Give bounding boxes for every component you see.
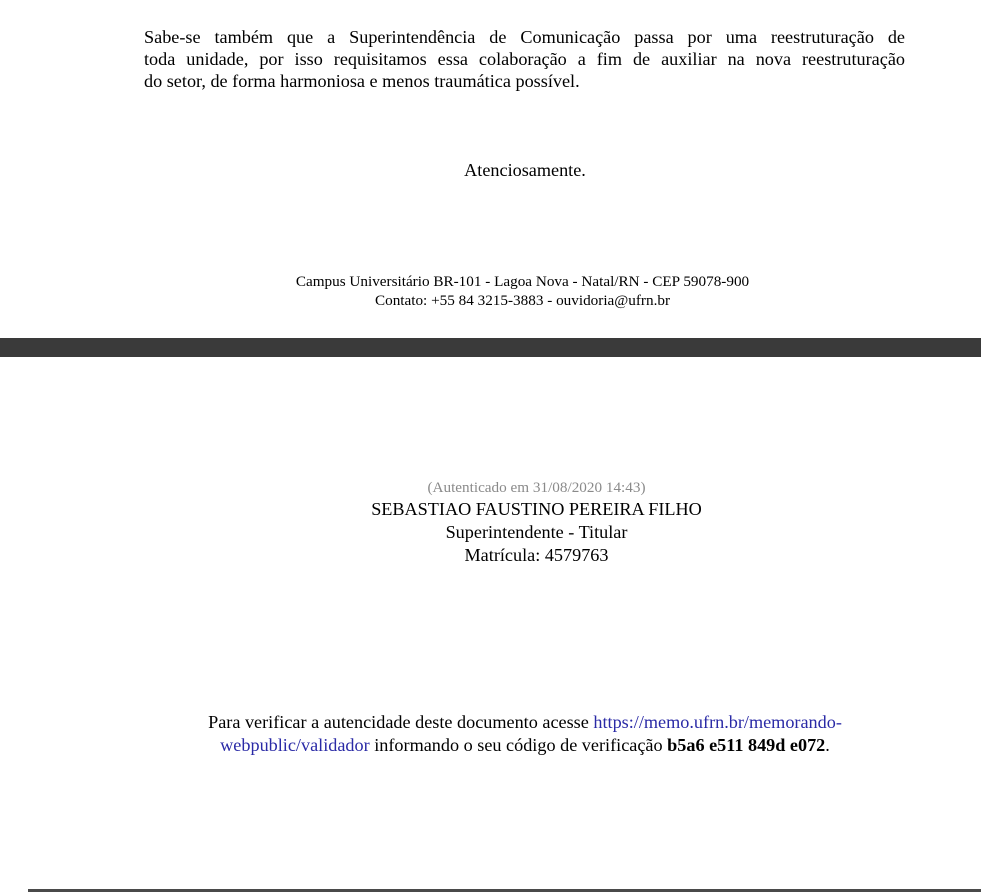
document-page-1: [0, 0, 981, 338]
verification-prefix: Para verificar a autencidade deste documento acesse: [208, 712, 594, 732]
paragraph-line-3: do setor, de forma harmoniosa e menos traumática possível.: [144, 71, 580, 91]
footer-contact: Contato: +55 84 3215-3883 - ouvidoria@ufrn.br: [374, 292, 671, 309]
page-footer: [0, 272, 981, 310]
body-paragraph: [144, 26, 905, 92]
verification-line-1: [0, 711, 981, 734]
closing-salutation: Atenciosamente.: [464, 160, 586, 180]
verification-code: b5a6 e511 849d e072: [667, 735, 826, 755]
verification-middle: informando o seu código de verificação: [369, 735, 668, 755]
verification-notice: [0, 711, 981, 757]
paragraph-line-2: toda unidade, por isso requisitamos essa colaboração a fim de auxiliar na nova reestruturação: [144, 49, 905, 69]
verification-line-2: [0, 734, 981, 757]
validator-link[interactable]: https://memo.ufrn.br/memorando-: [593, 712, 842, 732]
paragraph-line-1: Sabe-se também que a Superintendência de Comunicação passa por uma reestruturação de: [144, 27, 905, 47]
page-separator: [0, 338, 981, 357]
signer-role: Superintendente - Titular: [445, 522, 628, 542]
verification-suffix: .: [825, 735, 830, 755]
footer-address: Campus Universitário BR-101 - Lagoa Nova - Natal/RN - CEP 59078-900: [295, 273, 750, 290]
signer-name: SEBASTIAO FAUSTINO PEREIRA FILHO: [371, 499, 702, 519]
authentication-timestamp: (Autenticado em 31/08/2020 14:43): [427, 479, 646, 496]
signature-block: [0, 478, 981, 567]
signer-registration: Matrícula: 4579763: [464, 545, 609, 565]
document-page-2: [0, 357, 981, 890]
validator-link-continued[interactable]: webpublic/validador: [220, 735, 370, 755]
